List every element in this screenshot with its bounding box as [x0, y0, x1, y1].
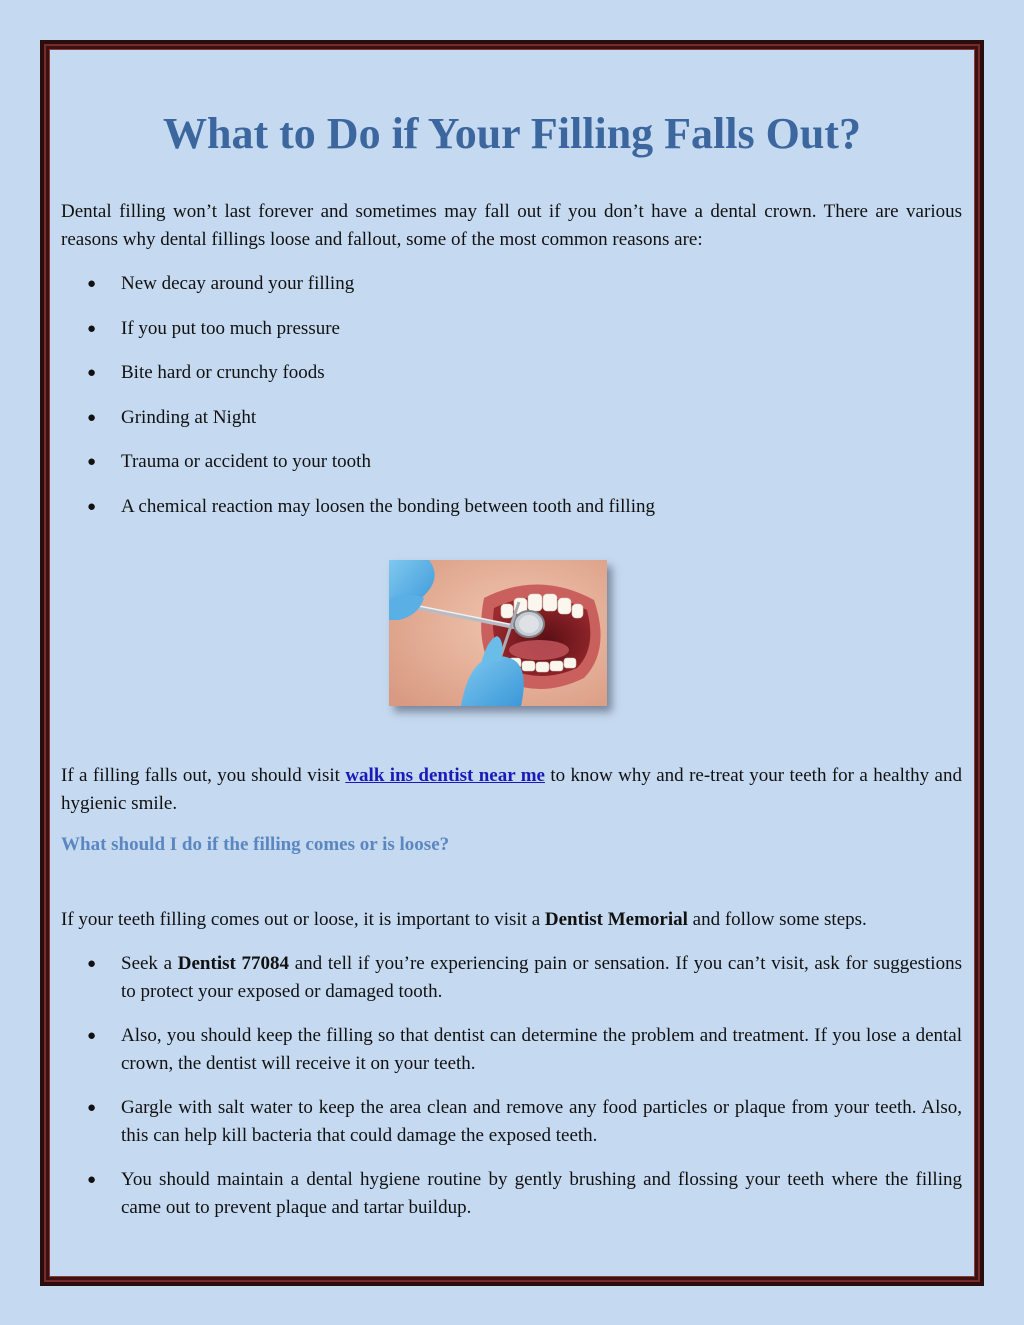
bullet-icon: ●: [87, 1028, 97, 1044]
bullet-icon: ●: [87, 409, 97, 426]
page-title: What to Do if Your Filling Falls Out?: [163, 109, 861, 158]
list-item: ● A chemical reaction may loosen the bonding between tooth and filling: [61, 493, 962, 521]
bullet-icon: ●: [87, 320, 97, 337]
list-item: ● You should maintain a dental hygiene routine by gently brushing and flossing your teeth where the filling came out to prevent plaque and tartar buildup.: [61, 1166, 962, 1222]
steps-intro-paragraph: If your teeth filling comes out or loose, it is important to visit a Dentist Memorial and follow some steps.: [61, 909, 867, 930]
dentist-link[interactable]: walk ins dentist near me: [345, 765, 545, 786]
document-page: [49, 49, 975, 1277]
page-border: [40, 40, 984, 1286]
steps-list: [61, 950, 962, 1238]
section-heading: What should I do if the filling comes or is loose?: [61, 834, 450, 855]
bullet-icon: ●: [87, 498, 97, 515]
bullet-icon: ●: [87, 365, 97, 381]
page-border-inner: [46, 46, 978, 1280]
dental-exam-photo: [389, 560, 607, 706]
bullet-icon: ●: [87, 276, 97, 292]
list-item: ● Grinding at Night: [61, 404, 962, 432]
list-item: ● Bite hard or crunchy foods: [61, 359, 962, 387]
intro-paragraph: Dental filling won’t last forever and sometimes may fall out if you don’t have a dental crown. There are various reasons why dental fillings loose and fallout, some of the most common reasons are:: [61, 201, 962, 250]
bullet-icon: ●: [87, 1100, 97, 1116]
list-item: ● Gargle with salt water to keep the area clean and remove any food particles or plaque from your teeth. Also, this can help kill bacteria that could damage the exposed teeth.: [61, 1094, 962, 1150]
list-item: ● If you put too much pressure: [61, 315, 962, 343]
bullet-icon: ●: [87, 956, 97, 972]
list-item: ● Seek a Dentist 77084 and tell if you’re experiencing pain or sensation. If you can’t visit, ask for suggestions to protect your exposed or damaged tooth.: [61, 950, 962, 1006]
page-border-mid: [44, 44, 980, 1282]
list-item: ● Also, you should keep the filling so that dentist can determine the problem and treatment. If you lose a dental crown, the dentist will receive it on your teeth.: [61, 1022, 962, 1078]
list-item: ● Trauma or accident to your tooth: [61, 448, 962, 476]
bullet-icon: ●: [87, 1172, 97, 1188]
visit-paragraph: If a filling falls out, you should visit walk ins dentist near me to know why and re-treat your teeth for a healthy and hygienic smile.: [61, 765, 962, 814]
bullet-icon: ●: [87, 454, 97, 470]
list-item: ● New decay around your filling: [61, 270, 962, 298]
reasons-list: [61, 270, 962, 537]
